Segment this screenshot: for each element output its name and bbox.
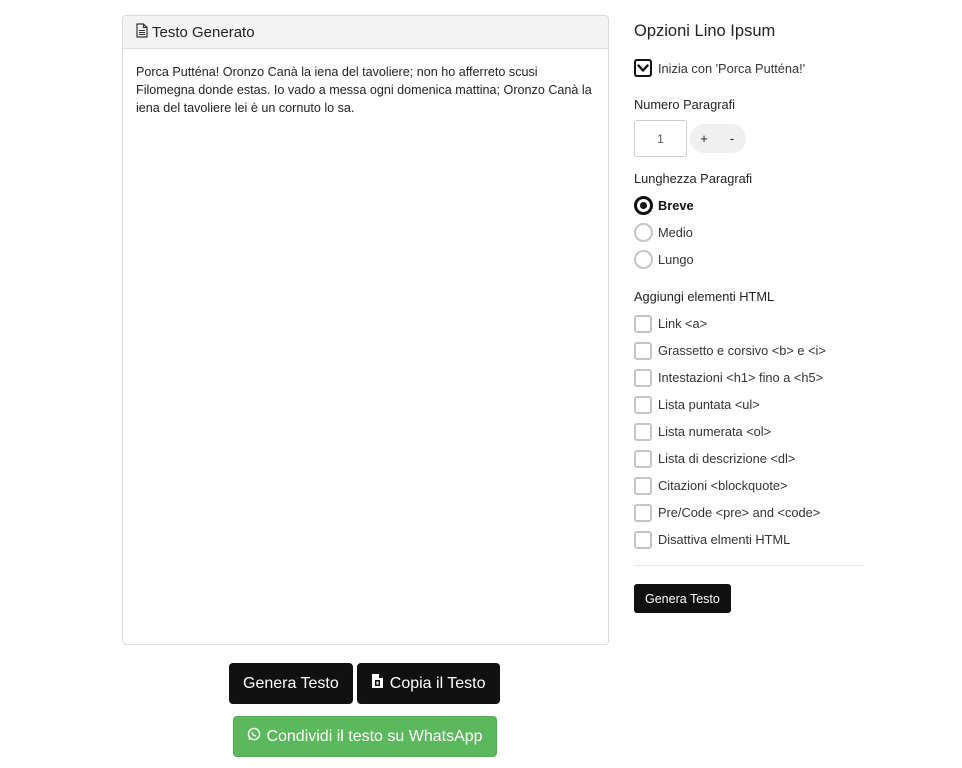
paragraph-count-input[interactable] — [634, 120, 687, 157]
html-label-pre-code: Pre/Code <pre> and <code> — [658, 505, 821, 520]
paragraph-count-label: Numero Paragrafi — [634, 97, 735, 112]
whatsapp-share-button[interactable] — [233, 716, 497, 757]
paragraph-count-stepper — [634, 120, 864, 157]
generate-text-label: Genera Testo — [243, 674, 339, 692]
length-option-medium[interactable] — [634, 219, 864, 246]
html-option-ol[interactable] — [634, 418, 864, 445]
html-checkbox-link[interactable] — [634, 315, 652, 333]
copy-text-button[interactable] — [357, 663, 500, 704]
generate-text-button[interactable] — [229, 663, 353, 704]
increment-button[interactable]: + — [690, 124, 718, 153]
paragraph-length-label: Lunghezza Paragrafi — [634, 171, 753, 186]
html-option-dl[interactable] — [634, 445, 864, 472]
length-label-long: Lungo — [658, 252, 694, 267]
whatsapp-icon — [247, 727, 261, 746]
whatsapp-share-label: Condividi il testo su WhatsApp — [266, 727, 483, 745]
html-checkbox-blockquote[interactable] — [634, 477, 652, 495]
html-label-blockquote: Citazioni <blockquote> — [658, 478, 788, 493]
copy-icon — [371, 673, 384, 694]
html-label-headings: Intestazioni <h1> fino a <h5> — [658, 370, 824, 385]
length-radio-medium[interactable] — [634, 223, 653, 242]
panel-title: Testo Generato — [152, 23, 255, 41]
chevron-down-icon — [637, 64, 649, 73]
length-radio-long[interactable] — [634, 250, 653, 269]
length-label-short: Breve — [658, 198, 694, 213]
options-sidebar — [634, 22, 864, 613]
html-label-disable: Disattiva elmenti HTML — [658, 532, 791, 547]
length-label-medium: Medio — [658, 225, 693, 240]
html-option-ul[interactable] — [634, 391, 864, 418]
html-checkbox-disable[interactable] — [634, 531, 652, 549]
document-icon — [136, 23, 152, 42]
html-option-link[interactable] — [634, 310, 864, 337]
html-option-headings[interactable] — [634, 364, 864, 391]
options-divider — [634, 565, 864, 566]
options-title: Opzioni Lino Ipsum — [634, 22, 776, 40]
html-elements-group — [634, 310, 864, 553]
html-label-dl: Lista di descrizione <dl> — [658, 451, 796, 466]
html-checkbox-ol[interactable] — [634, 423, 652, 441]
generated-text: Porca Putténa! Oronzo Canà la iena del tavoliere; non ho afferreto scusi Filomegna donde estas. Io vado a messa ogni domenica mattina; Oronzo Canà la iena del tavoliere lei è un cornuto lo sa. — [136, 65, 592, 115]
start-with-checkbox[interactable] — [634, 59, 652, 77]
html-label-ol: Lista numerata <ol> — [658, 424, 772, 439]
length-option-short[interactable] — [634, 192, 864, 219]
stepper-buttons — [690, 124, 746, 153]
html-checkbox-ul[interactable] — [634, 396, 652, 414]
action-buttons — [229, 663, 500, 704]
options-generate-button[interactable]: Genera Testo — [634, 584, 731, 613]
generated-text-panel — [122, 15, 609, 645]
html-label-bold-italic: Grassetto e corsivo <b> e <i> — [658, 343, 826, 358]
length-option-long[interactable] — [634, 246, 864, 273]
html-label-link: Link <a> — [658, 316, 708, 331]
html-label-ul: Lista puntata <ul> — [658, 397, 760, 412]
start-with-label: Inizia con 'Porca Putténa!' — [658, 60, 806, 76]
start-with-option[interactable] — [634, 59, 864, 77]
html-checkbox-bold-italic[interactable] — [634, 342, 652, 360]
panel-header — [123, 16, 608, 49]
html-option-bold-italic[interactable] — [634, 337, 864, 364]
html-option-disable[interactable] — [634, 526, 864, 553]
decrement-button[interactable]: - — [718, 124, 746, 153]
html-checkbox-pre-code[interactable] — [634, 504, 652, 522]
paragraph-length-group — [634, 192, 864, 273]
html-option-blockquote[interactable] — [634, 472, 864, 499]
copy-text-label: Copia il Testo — [389, 674, 486, 692]
html-checkbox-headings[interactable] — [634, 369, 652, 387]
length-radio-short[interactable] — [634, 196, 653, 215]
html-option-pre-code[interactable] — [634, 499, 864, 526]
html-checkbox-dl[interactable] — [634, 450, 652, 468]
html-elements-label: Aggiungi elementi HTML — [634, 289, 775, 304]
